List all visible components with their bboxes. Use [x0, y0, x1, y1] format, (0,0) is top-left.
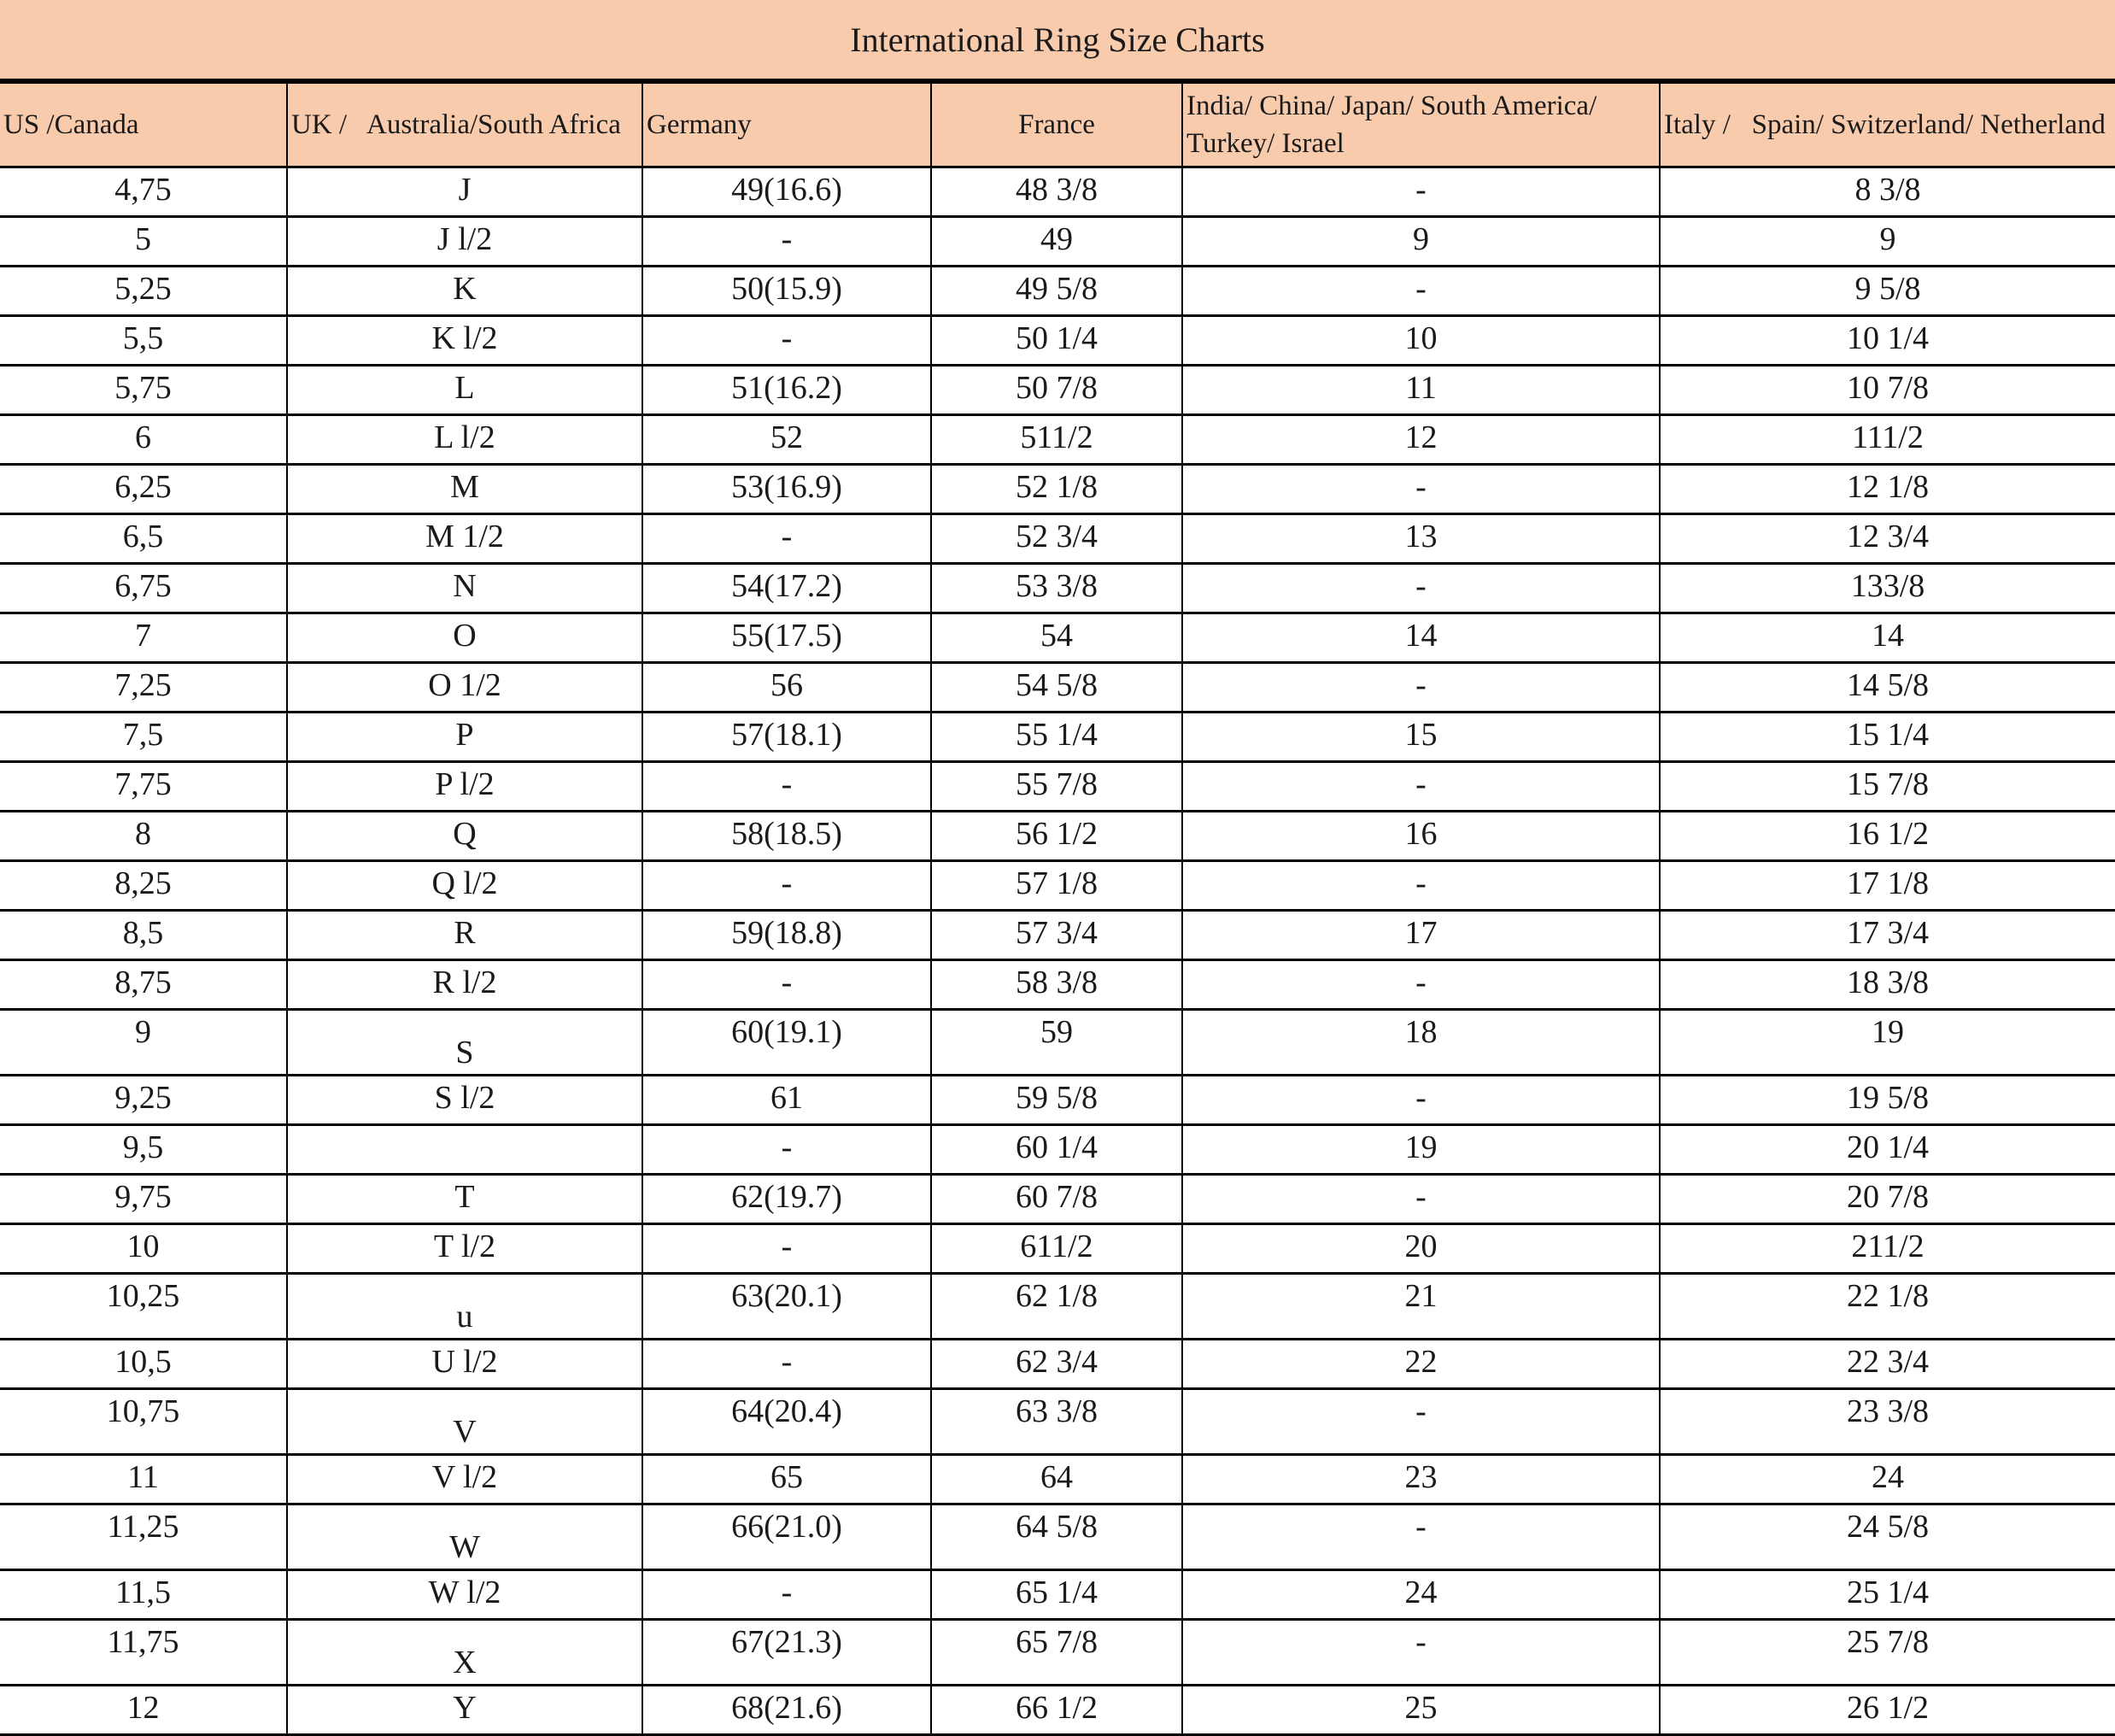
cell-italy-spain: 10 1/4: [1660, 316, 2115, 366]
table-row: [0, 713, 2115, 762]
cell-france: 59 5/8: [931, 1076, 1182, 1125]
cell-uk-australia: [287, 1125, 642, 1175]
cell-india-china-japan: 9: [1182, 217, 1660, 267]
cell-france: 62 1/8: [931, 1274, 1182, 1340]
cell-uk-australia: N: [287, 564, 642, 613]
cell-germany: 61: [642, 1076, 931, 1125]
cell-germany: 62(19.7): [642, 1175, 931, 1224]
cell-italy-spain: 22 1/8: [1660, 1274, 2115, 1340]
cell-italy-spain: 14 5/8: [1660, 663, 2115, 713]
cell-france: 58 3/8: [931, 960, 1182, 1010]
cell-germany: -: [642, 1224, 931, 1274]
table-row: [0, 1010, 2115, 1076]
header-us-canada: US /Canada: [0, 83, 287, 167]
cell-france: 60 7/8: [931, 1175, 1182, 1224]
cell-france: 57 3/4: [931, 911, 1182, 960]
cell-germany: 57(18.1): [642, 713, 931, 762]
cell-india-china-japan: -: [1182, 762, 1660, 812]
cell-us-canada: 12: [0, 1686, 287, 1735]
table-row: [0, 1076, 2115, 1125]
cell-germany: 50(15.9): [642, 267, 931, 316]
cell-germany: -: [642, 762, 931, 812]
table-row: [0, 960, 2115, 1010]
cell-italy-spain: 19 5/8: [1660, 1076, 2115, 1125]
cell-germany: -: [642, 1125, 931, 1175]
cell-us-canada: 6,75: [0, 564, 287, 613]
cell-us-canada: 7,5: [0, 713, 287, 762]
cell-france: 50 1/4: [931, 316, 1182, 366]
cell-italy-spain: 19: [1660, 1010, 2115, 1076]
cell-us-canada: 5: [0, 217, 287, 267]
cell-uk-australia: U l/2: [287, 1340, 642, 1389]
cell-france: 53 3/8: [931, 564, 1182, 613]
cell-germany: 60(19.1): [642, 1010, 931, 1076]
cell-india-china-japan: 11: [1182, 366, 1660, 415]
cell-italy-spain: 20 7/8: [1660, 1175, 2115, 1224]
table-row: [0, 465, 2115, 514]
table-row: [0, 167, 2115, 217]
cell-india-china-japan: 14: [1182, 613, 1660, 663]
cell-france: 55 1/4: [931, 713, 1182, 762]
header-uk-australia: UK / Australia/South Africa: [287, 83, 642, 167]
cell-germany: 67(21.3): [642, 1620, 931, 1686]
cell-us-canada: 8: [0, 812, 287, 861]
cell-uk-australia: Q l/2: [287, 861, 642, 911]
cell-france: 48 3/8: [931, 167, 1182, 217]
cell-uk-australia: Q: [287, 812, 642, 861]
ring-size-table: [0, 81, 2115, 1736]
cell-italy-spain: 20 1/4: [1660, 1125, 2115, 1175]
cell-us-canada: 7,25: [0, 663, 287, 713]
cell-india-china-japan: -: [1182, 861, 1660, 911]
cell-india-china-japan: 20: [1182, 1224, 1660, 1274]
cell-india-china-japan: -: [1182, 960, 1660, 1010]
cell-france: 52 1/8: [931, 465, 1182, 514]
cell-india-china-japan: 18: [1182, 1010, 1660, 1076]
cell-france: 64 5/8: [931, 1504, 1182, 1570]
cell-germany: 68(21.6): [642, 1686, 931, 1735]
cell-france: 64: [931, 1455, 1182, 1504]
table-row: [0, 663, 2115, 713]
cell-italy-spain: 14: [1660, 613, 2115, 663]
cell-india-china-japan: 15: [1182, 713, 1660, 762]
cell-germany: 63(20.1): [642, 1274, 931, 1340]
table-row: [0, 812, 2115, 861]
cell-uk-australia: W l/2: [287, 1570, 642, 1620]
cell-france: 54 5/8: [931, 663, 1182, 713]
cell-india-china-japan: -: [1182, 465, 1660, 514]
cell-france: 54: [931, 613, 1182, 663]
cell-france: 59: [931, 1010, 1182, 1076]
cell-uk-australia: O 1/2: [287, 663, 642, 713]
cell-india-china-japan: -: [1182, 1504, 1660, 1570]
cell-germany: 53(16.9): [642, 465, 931, 514]
header-italy-spain: Italy / Spain/ Switzerland/ Netherland: [1660, 83, 2115, 167]
cell-us-canada: 11,75: [0, 1620, 287, 1686]
cell-italy-spain: 22 3/4: [1660, 1340, 2115, 1389]
table-row: [0, 267, 2115, 316]
cell-us-canada: 10,75: [0, 1389, 287, 1455]
table-row: [0, 1620, 2115, 1686]
cell-us-canada: 10: [0, 1224, 287, 1274]
cell-france: 56 1/2: [931, 812, 1182, 861]
cell-france: 65 1/4: [931, 1570, 1182, 1620]
cell-us-canada: 10,5: [0, 1340, 287, 1389]
cell-us-canada: 4,75: [0, 167, 287, 217]
cell-uk-australia: L: [287, 366, 642, 415]
cell-us-canada: 11: [0, 1455, 287, 1504]
cell-germany: 52: [642, 415, 931, 465]
cell-us-canada: 9,75: [0, 1175, 287, 1224]
cell-india-china-japan: -: [1182, 167, 1660, 217]
cell-italy-spain: 8 3/8: [1660, 167, 2115, 217]
cell-germany: -: [642, 316, 931, 366]
cell-us-canada: 8,75: [0, 960, 287, 1010]
table-row: [0, 1686, 2115, 1735]
table-row: [0, 1504, 2115, 1570]
cell-india-china-japan: 16: [1182, 812, 1660, 861]
table-row: [0, 415, 2115, 465]
cell-india-china-japan: -: [1182, 1076, 1660, 1125]
cell-germany: 58(18.5): [642, 812, 931, 861]
cell-italy-spain: 15 1/4: [1660, 713, 2115, 762]
cell-uk-australia: M 1/2: [287, 514, 642, 564]
cell-germany: 64(20.4): [642, 1389, 931, 1455]
cell-italy-spain: 24: [1660, 1455, 2115, 1504]
cell-germany: 55(17.5): [642, 613, 931, 663]
cell-india-china-japan: 17: [1182, 911, 1660, 960]
cell-germany: 51(16.2): [642, 366, 931, 415]
cell-us-canada: 8,5: [0, 911, 287, 960]
cell-india-china-japan: -: [1182, 1389, 1660, 1455]
cell-us-canada: 11,25: [0, 1504, 287, 1570]
cell-germany: 59(18.8): [642, 911, 931, 960]
table-row: [0, 366, 2115, 415]
cell-italy-spain: 10 7/8: [1660, 366, 2115, 415]
chart-title: International Ring Size Charts: [0, 0, 2115, 81]
cell-india-china-japan: 21: [1182, 1274, 1660, 1340]
cell-france: 49: [931, 217, 1182, 267]
cell-uk-australia: T: [287, 1175, 642, 1224]
cell-italy-spain: 133/8: [1660, 564, 2115, 613]
cell-india-china-japan: 23: [1182, 1455, 1660, 1504]
header-row: [0, 83, 2115, 167]
cell-italy-spain: 18 3/8: [1660, 960, 2115, 1010]
cell-uk-australia: J: [287, 167, 642, 217]
cell-france: 62 3/4: [931, 1340, 1182, 1389]
table-row: [0, 1570, 2115, 1620]
cell-us-canada: 5,25: [0, 267, 287, 316]
cell-italy-spain: 17 1/8: [1660, 861, 2115, 911]
cell-uk-australia: R l/2: [287, 960, 642, 1010]
cell-italy-spain: 12 3/4: [1660, 514, 2115, 564]
cell-italy-spain: 26 1/2: [1660, 1686, 2115, 1735]
cell-germany: -: [642, 960, 931, 1010]
table-row: [0, 514, 2115, 564]
cell-uk-australia: Y: [287, 1686, 642, 1735]
cell-italy-spain: 25 7/8: [1660, 1620, 2115, 1686]
cell-france: 60 1/4: [931, 1125, 1182, 1175]
cell-us-canada: 7: [0, 613, 287, 663]
table-row: [0, 861, 2115, 911]
header-india-china-japan: India/ China/ Japan/ South America/ Turkey/ Israel: [1182, 83, 1660, 167]
cell-italy-spain: 111/2: [1660, 415, 2115, 465]
cell-italy-spain: 24 5/8: [1660, 1504, 2115, 1570]
cell-uk-australia: S l/2: [287, 1076, 642, 1125]
cell-uk-australia: P: [287, 713, 642, 762]
cell-italy-spain: 15 7/8: [1660, 762, 2115, 812]
cell-uk-australia: M: [287, 465, 642, 514]
cell-us-canada: 6: [0, 415, 287, 465]
table-row: [0, 762, 2115, 812]
cell-germany: -: [642, 217, 931, 267]
cell-us-canada: 9,25: [0, 1076, 287, 1125]
header-germany: Germany: [642, 83, 931, 167]
table-body: [0, 167, 2115, 1735]
cell-uk-australia: L l/2: [287, 415, 642, 465]
cell-us-canada: 5,75: [0, 366, 287, 415]
cell-india-china-japan: 10: [1182, 316, 1660, 366]
cell-uk-australia: S: [287, 1010, 642, 1076]
cell-france: 65 7/8: [931, 1620, 1182, 1686]
cell-italy-spain: 12 1/8: [1660, 465, 2115, 514]
cell-uk-australia: W: [287, 1504, 642, 1570]
cell-us-canada: 8,25: [0, 861, 287, 911]
cell-italy-spain: 16 1/2: [1660, 812, 2115, 861]
cell-us-canada: 5,5: [0, 316, 287, 366]
table-row: [0, 613, 2115, 663]
table-row: [0, 1224, 2115, 1274]
table-row: [0, 217, 2115, 267]
cell-us-canada: 9,5: [0, 1125, 287, 1175]
table-row: [0, 1274, 2115, 1340]
cell-germany: 66(21.0): [642, 1504, 931, 1570]
cell-germany: -: [642, 1570, 931, 1620]
cell-france: 611/2: [931, 1224, 1182, 1274]
cell-italy-spain: 9: [1660, 217, 2115, 267]
table-row: [0, 911, 2115, 960]
table-row: [0, 1340, 2115, 1389]
cell-uk-australia: J l/2: [287, 217, 642, 267]
cell-uk-australia: V l/2: [287, 1455, 642, 1504]
cell-germany: -: [642, 861, 931, 911]
cell-india-china-japan: 25: [1182, 1686, 1660, 1735]
cell-india-china-japan: -: [1182, 267, 1660, 316]
cell-italy-spain: 9 5/8: [1660, 267, 2115, 316]
cell-france: 57 1/8: [931, 861, 1182, 911]
cell-uk-australia: u: [287, 1274, 642, 1340]
cell-italy-spain: 23 3/8: [1660, 1389, 2115, 1455]
cell-france: 50 7/8: [931, 366, 1182, 415]
cell-uk-australia: R: [287, 911, 642, 960]
cell-uk-australia: V: [287, 1389, 642, 1455]
cell-germany: -: [642, 514, 931, 564]
cell-italy-spain: 17 3/4: [1660, 911, 2115, 960]
cell-us-canada: 11,5: [0, 1570, 287, 1620]
cell-india-china-japan: 24: [1182, 1570, 1660, 1620]
cell-us-canada: 10,25: [0, 1274, 287, 1340]
cell-germany: 65: [642, 1455, 931, 1504]
cell-india-china-japan: 19: [1182, 1125, 1660, 1175]
cell-france: 63 3/8: [931, 1389, 1182, 1455]
cell-india-china-japan: -: [1182, 1175, 1660, 1224]
table-row: [0, 1125, 2115, 1175]
cell-france: 52 3/4: [931, 514, 1182, 564]
cell-india-china-japan: 22: [1182, 1340, 1660, 1389]
cell-india-china-japan: -: [1182, 564, 1660, 613]
cell-france: 49 5/8: [931, 267, 1182, 316]
cell-us-canada: 6,25: [0, 465, 287, 514]
cell-india-china-japan: 13: [1182, 514, 1660, 564]
table-row: [0, 1455, 2115, 1504]
cell-germany: 54(17.2): [642, 564, 931, 613]
cell-us-canada: 9: [0, 1010, 287, 1076]
cell-germany: -: [642, 1340, 931, 1389]
cell-uk-australia: K: [287, 267, 642, 316]
cell-italy-spain: 211/2: [1660, 1224, 2115, 1274]
cell-uk-australia: T l/2: [287, 1224, 642, 1274]
cell-germany: 49(16.6): [642, 167, 931, 217]
cell-uk-australia: P l/2: [287, 762, 642, 812]
header-france: France: [931, 83, 1182, 167]
table-row: [0, 564, 2115, 613]
cell-india-china-japan: -: [1182, 1620, 1660, 1686]
cell-france: 55 7/8: [931, 762, 1182, 812]
cell-italy-spain: 25 1/4: [1660, 1570, 2115, 1620]
cell-uk-australia: K l/2: [287, 316, 642, 366]
table-row: [0, 1175, 2115, 1224]
cell-india-china-japan: -: [1182, 663, 1660, 713]
cell-us-canada: 6,5: [0, 514, 287, 564]
cell-india-china-japan: 12: [1182, 415, 1660, 465]
cell-uk-australia: O: [287, 613, 642, 663]
table-row: [0, 1389, 2115, 1455]
cell-us-canada: 7,75: [0, 762, 287, 812]
cell-germany: 56: [642, 663, 931, 713]
cell-uk-australia: X: [287, 1620, 642, 1686]
cell-france: 66 1/2: [931, 1686, 1182, 1735]
table-row: [0, 316, 2115, 366]
cell-france: 511/2: [931, 415, 1182, 465]
